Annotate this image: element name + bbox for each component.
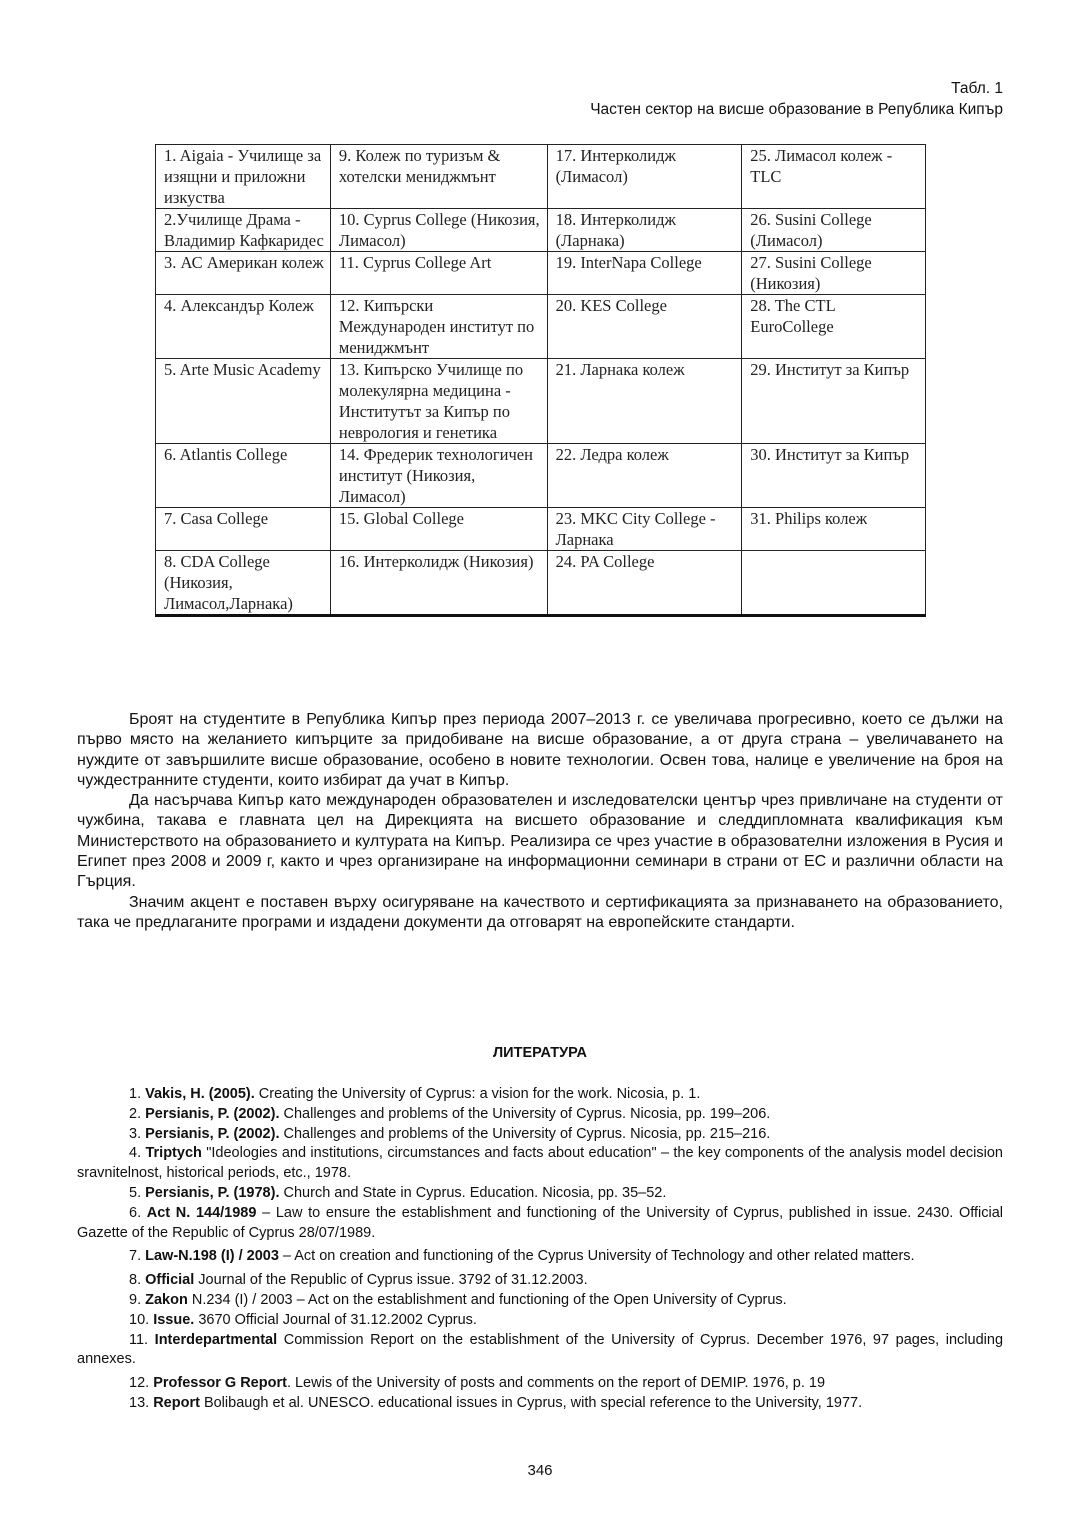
- table-label: Табл. 1: [951, 80, 1003, 97]
- table-caption: [590, 78, 1003, 120]
- reference-item: [77, 1291, 1003, 1311]
- literature-heading: ЛИТЕРАТУРА: [492, 1045, 588, 1061]
- reference-number: 6.: [129, 1204, 147, 1221]
- table-cell: [742, 551, 926, 616]
- reference-item: [77, 1204, 1003, 1244]
- table-cell: 25. Лимасол колеж - TLC: [742, 145, 926, 209]
- reference-number: 7.: [129, 1248, 146, 1265]
- table-row: [156, 252, 926, 295]
- reference-author: Official: [145, 1272, 195, 1289]
- reference-item: [77, 1311, 1003, 1331]
- reference-number: 5.: [129, 1184, 146, 1201]
- table-cell: 20. KES College: [547, 295, 742, 359]
- reference-number: 3.: [129, 1125, 146, 1142]
- table-row: [156, 551, 926, 616]
- table-cell: 18. Интерколидж (Ларнака): [547, 209, 742, 252]
- table-cell: 28. The CTL EuroCollege: [742, 295, 926, 359]
- table-cell: 26. Susini College (Лимасол): [742, 209, 926, 252]
- table-cell: 2.Училище Драма - Владимир Кафкаридес: [156, 209, 331, 252]
- table-cell: 9. Колеж по туризъм & хотелски мениджмънт: [330, 145, 547, 209]
- reference-list: [77, 1085, 1003, 1414]
- table-cell: 27. Susini College (Никозия): [742, 252, 926, 295]
- reference-number: 2.: [129, 1105, 146, 1122]
- reference-author: Issue.: [153, 1311, 195, 1328]
- table-cell: 31. Philips колеж: [742, 508, 926, 551]
- reference-item: [77, 1144, 1003, 1184]
- reference-author: Vakis, H. (2005).: [145, 1086, 255, 1102]
- table-cell: 8. CDA College (Никозия, Лимасол,Ларнака): [156, 551, 331, 616]
- reference-author: Interdepartmental: [154, 1331, 278, 1348]
- table-cell: 5. Arte Music Academy: [156, 359, 331, 444]
- table-cell: 4. Александър Колеж: [156, 295, 331, 359]
- table-cell: 13. Кипърско Училище по молекулярна медицина - Институтът за Кипър по неврология и генетика: [330, 359, 547, 444]
- reference-author: Law-N.198 (I) / 2003: [145, 1248, 279, 1265]
- table-cell: 22. Ледра колеж: [547, 444, 742, 508]
- reference-text: 3670 Official Journal of 31.12.2002 Cyprus.: [194, 1311, 477, 1328]
- reference-text: Creating the University of Cyprus: a vision for the work. Nicosia, p. 1.: [254, 1086, 701, 1102]
- table-cell: 7. Casa College: [156, 508, 331, 551]
- table-cell: 21. Ларнака колеж: [547, 359, 742, 444]
- reference-number: 9.: [129, 1291, 146, 1308]
- reference-item: [77, 1125, 1003, 1145]
- table-cell: 17. Интерколидж (Лимасол): [547, 145, 742, 209]
- reference-author: Persianis, P. (2002).: [145, 1105, 280, 1122]
- body-text: [77, 710, 1003, 933]
- reference-text: Church and State in Cyprus. Education. Nicosia, pp. 35–52.: [279, 1184, 667, 1201]
- table-row: [156, 359, 926, 444]
- reference-number: 12.: [129, 1375, 154, 1392]
- table-cell: 6. Atlantis College: [156, 444, 331, 508]
- reference-text: Bolibaugh et al. UNESCO. educational issues in Cyprus, with special reference to the University, 1977.: [199, 1394, 863, 1411]
- paragraph: Да насърчава Кипър като международен образователен и изследователски център чрез привличане на студенти от чужбина, такава е главната цел на Дирекцията на висшето образование и следдипломната квалификация към Министерството на образованието и културата на Кипър. Реализира се чрез участие в образователни изложения в Русия и Египет през 2008 и 2009 г, както и чрез организиране на информационни семинари в страни от ЕС и различни области на Гърция.: [77, 792, 1003, 891]
- paragraph: Значим акцент е поставен върху осигуряване на качеството и сертификацията за признаването на образованието, така че предлаганите програми и издадени документи да отговарят на европейските стандарти.: [77, 893, 1003, 931]
- reference-item: [77, 1247, 1003, 1267]
- table-cell: 12. Кипърски Международен институт по мениджмънт: [330, 295, 547, 359]
- table-cell: 11. Cyprus College Art: [330, 252, 547, 295]
- institutions-table: [155, 144, 926, 617]
- reference-item: [77, 1184, 1003, 1204]
- reference-author: Triptych: [145, 1145, 202, 1162]
- table-cell: 16. Интерколидж (Никозия): [330, 551, 547, 616]
- table-title: Частен сектор на висше образование в Република Кипър: [590, 101, 1003, 118]
- reference-text: – Act on creation and functioning of the Cyprus University of Technology and other related matters.: [278, 1248, 915, 1265]
- reference-text: Challenges and problems of the University of Cyprus. Nicosia, pp. 199–206.: [279, 1105, 771, 1122]
- reference-number: 10.: [129, 1311, 154, 1328]
- reference-item: [77, 1271, 1003, 1291]
- reference-text: Challenges and problems of the University of Cyprus. Nicosia, pp. 215–216.: [279, 1125, 771, 1142]
- page-number: 346: [527, 1462, 553, 1479]
- table-cell: 10. Cyprus College (Никозия, Лимасол): [330, 209, 547, 252]
- table-cell: 15. Global College: [330, 508, 547, 551]
- reference-author: Persianis, P. (2002).: [145, 1125, 280, 1142]
- reference-item: [77, 1331, 1003, 1371]
- reference-number: 4.: [129, 1145, 146, 1162]
- reference-number: 13.: [129, 1394, 154, 1411]
- table-cell: 30. Институт за Кипър: [742, 444, 926, 508]
- paragraph: Броят на студентите в Република Кипър през периода 2007–2013 г. се увеличава прогресивно, което се дължи на първо място на желанието кипърците за придобиване на висше образование, а от друга страна – увеличаването на нуждите от завършилите висше образование, особено в новите технологии. Освен това, налице е увеличение на броя на чуждестранните студенти, които избират да учат в Кипър.: [77, 711, 1003, 789]
- table-row: [156, 295, 926, 359]
- reference-number: 1.: [129, 1086, 146, 1102]
- table-cell: 24. PA College: [547, 551, 742, 616]
- reference-text: Commission Report on the establishment of the University of Cyprus. December 1976, 97 pages, including annexes.: [77, 1331, 1004, 1368]
- table-row: [156, 444, 926, 508]
- reference-author: Report: [153, 1394, 200, 1411]
- reference-item: [77, 1374, 1003, 1394]
- reference-text: "Ideologies and institutions, circumstances and facts about education" – the key components of the analysis model decision sravnitelnost, historical periods, etc., 1978.: [77, 1145, 1003, 1182]
- reference-author: Act N. 144/1989: [146, 1204, 257, 1221]
- reference-text: – Law to ensure the establishment and functioning of the University of Cyprus, published in issue. 2430. Official Gazette of the Republic of Cyprus 28/07/1989.: [77, 1204, 1004, 1241]
- table-cell: 19. InterNapa College: [547, 252, 742, 295]
- table-cell: 14. Фредерик технологичен институт (Никозия, Лимасол): [330, 444, 547, 508]
- reference-author: Professor G Report: [153, 1375, 287, 1392]
- reference-item: [77, 1105, 1003, 1125]
- reference-text: N.234 (I) / 2003 – Act on the establishment and functioning of the Open University of Cyprus.: [187, 1291, 787, 1308]
- table-cell: 3. АС Американ колеж: [156, 252, 331, 295]
- reference-text: Journal of the Republic of Cyprus issue. 3792 of 31.12.2003.: [194, 1272, 588, 1289]
- reference-item: [77, 1085, 1003, 1105]
- reference-author: Zakon: [145, 1291, 188, 1308]
- reference-item: [77, 1394, 1003, 1414]
- table-row: [156, 508, 926, 551]
- table-row: [156, 145, 926, 209]
- table-cell: 29. Институт за Кипър: [742, 359, 926, 444]
- table-cell: 23. MKC City College - Ларнака: [547, 508, 742, 551]
- reference-number: 8.: [129, 1272, 146, 1289]
- reference-author: Persianis, P. (1978).: [145, 1184, 280, 1201]
- table-row: [156, 209, 926, 252]
- reference-text: . Lewis of the University of posts and comments on the report of DEMIP. 1976, p. 19: [286, 1375, 826, 1392]
- table-cell: 1. Aigaia - Училище за изящни и приложни изкуства: [156, 145, 331, 209]
- reference-number: 11.: [129, 1331, 155, 1348]
